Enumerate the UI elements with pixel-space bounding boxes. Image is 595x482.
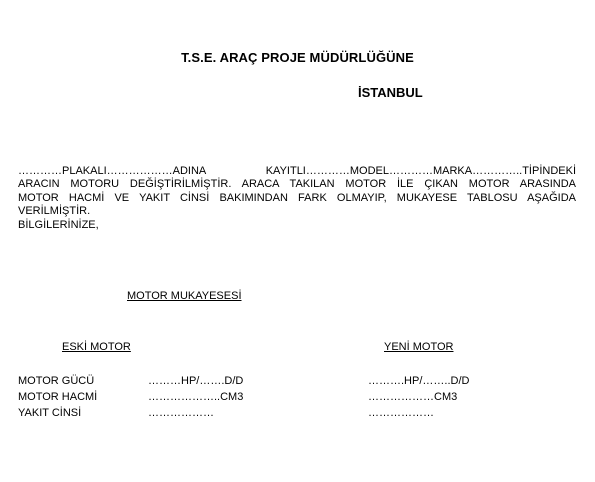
row-old-fuel-type: ……………… xyxy=(148,407,214,419)
new-motor-header: YENİ MOTOR xyxy=(384,341,454,353)
city-name: İSTANBUL xyxy=(358,85,423,100)
body-line: ARACIN MOTORU DEĞİŞTİRİLMİŞTİR. ARACA TAKILAN MOTOR İLE ÇIKAN MOTOR ARASINDA xyxy=(18,178,576,191)
body-line: …………PLAKALI………………ADINA KAYITLI…………MODEL…………MARKA…………..TİPİNDEKİ xyxy=(18,165,576,177)
row-new-motor-volume: ………………CM3 xyxy=(368,391,458,403)
row-label-motor-volume: MOTOR HACMİ xyxy=(18,391,98,403)
body-line: BİLGİLERİNİZE, xyxy=(18,218,99,231)
page-title: T.S.E. ARAÇ PROJE MÜDÜRLÜĞÜNE xyxy=(181,50,414,65)
row-label-fuel-type: YAKIT CİNSİ xyxy=(18,407,82,419)
comparison-title: MOTOR MUKAYESESİ xyxy=(127,290,242,302)
body-line: VERİLMİŞTİR. xyxy=(18,205,91,218)
row-new-fuel-type: ……………… xyxy=(368,407,434,419)
row-new-motor-power: ……….HP/……..D/D xyxy=(368,375,470,387)
old-motor-header: ESKİ MOTOR xyxy=(62,341,131,353)
row-old-motor-power: ………HP/…….D/D xyxy=(148,375,244,387)
body-line: MOTOR HACMİ VE YAKIT CİNSİ BAKIMINDAN FARK OLMAYIP, MUKAYESE TABLOSU AŞAĞIDA xyxy=(18,191,576,204)
row-label-motor-power: MOTOR GÜCÜ xyxy=(18,375,95,387)
row-old-motor-volume: ………………..CM3 xyxy=(148,391,244,403)
body-paragraph xyxy=(18,165,576,232)
